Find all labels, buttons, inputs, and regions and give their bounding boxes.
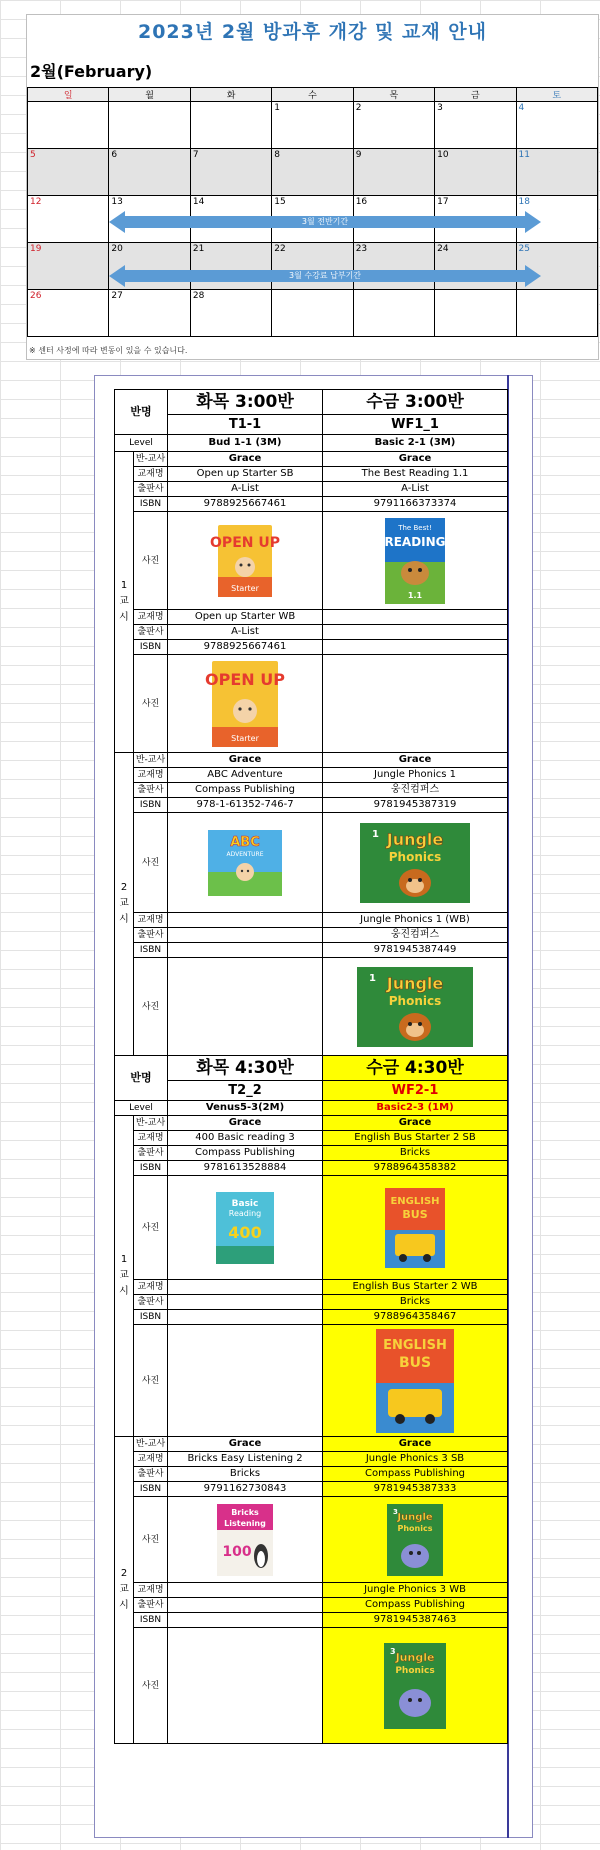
publisher-value	[168, 1295, 323, 1310]
day-cell: 20	[109, 243, 190, 290]
book-title: Open up Starter WB	[168, 610, 323, 625]
day-cell: 26	[28, 290, 109, 337]
weekday-sat: 토	[516, 88, 597, 102]
isbn-value	[168, 943, 323, 958]
publisher-value	[168, 1598, 323, 1613]
book-title: English Bus Starter 2 WB	[323, 1280, 508, 1295]
book-title: English Bus Starter 2 SB	[323, 1131, 508, 1146]
svg-text:ABC: ABC	[230, 834, 260, 850]
photo-label: 사진	[134, 512, 168, 610]
isbn-value: 9781945387333	[323, 1482, 508, 1497]
photo-label: 사진	[134, 813, 168, 913]
svg-text:1: 1	[372, 828, 379, 840]
svg-text:Listening: Listening	[224, 1518, 266, 1528]
abc-adventure-cover-image	[208, 830, 282, 896]
svg-text:Jungle: Jungle	[397, 1511, 433, 1523]
svg-text:ENGLISH: ENGLISH	[390, 1195, 440, 1207]
svg-text:BUS: BUS	[398, 1354, 432, 1371]
book-title: Jungle Phonics 1	[323, 768, 508, 783]
level-value: Basic2-3 (1M)	[323, 1101, 508, 1116]
weekday-fri: 금	[435, 88, 516, 102]
day-cell: 19	[28, 243, 109, 290]
book-cover-cell	[323, 1325, 508, 1437]
isbn-value: 9788964358382	[323, 1161, 508, 1176]
isbn-value: 9791166373374	[323, 497, 508, 512]
day-cell	[272, 290, 353, 337]
svg-text:100: 100	[222, 1543, 252, 1560]
publisher-value: 웅진컴퍼스	[323, 783, 508, 798]
isbn-label: ISBN	[134, 943, 168, 958]
teacher-label: 반-교사	[134, 1116, 168, 1131]
book-label: 교재명	[134, 467, 168, 482]
book-title	[168, 1583, 323, 1598]
publisher-label: 출판사	[134, 1467, 168, 1482]
class-code: WF2-1	[323, 1081, 508, 1101]
photo-label: 사진	[134, 958, 168, 1056]
svg-text:Bricks: Bricks	[231, 1507, 259, 1517]
day-cell: 25	[516, 243, 597, 290]
svg-text:ENGLISH: ENGLISH	[383, 1337, 447, 1353]
teacher-value: Grace	[323, 1116, 508, 1131]
book-title: 400 Basic reading 3	[168, 1131, 323, 1146]
svg-text:BUS: BUS	[402, 1207, 428, 1221]
page-title: 2023년 2월 방과후 개강 및 교재 안내	[137, 21, 488, 43]
teacher-value: Grace	[168, 1116, 323, 1131]
weekday-tue: 화	[190, 88, 271, 102]
svg-text:1.1: 1.1	[407, 590, 423, 600]
book-cover-cell	[168, 813, 323, 913]
isbn-value: 9788925667461	[168, 497, 323, 512]
day-cell: 1	[272, 102, 353, 149]
class-code: T1-1	[168, 415, 323, 435]
book-cover-cell	[323, 1497, 508, 1583]
book-title: Jungle Phonics 1 (WB)	[323, 913, 508, 928]
weekday-thu: 목	[353, 88, 434, 102]
book-label: 교재명	[134, 1280, 168, 1295]
teacher-label: 반-교사	[134, 1437, 168, 1452]
publisher-value: Bricks	[323, 1146, 508, 1161]
book-cover-cell	[168, 1176, 323, 1280]
open-up-wb-cover-image	[205, 661, 285, 747]
svg-text:OPEN UP: OPEN UP	[210, 534, 280, 551]
day-cell: 11	[516, 149, 597, 196]
day-cell	[109, 102, 190, 149]
day-cell: 21	[190, 243, 271, 290]
day-cell: 27	[109, 290, 190, 337]
svg-text:Phonics: Phonics	[388, 993, 442, 1008]
svg-text:Phonics: Phonics	[395, 1665, 435, 1676]
svg-text:The Best!: The Best!	[398, 523, 432, 532]
svg-text:READING: READING	[384, 534, 446, 549]
svg-text:400: 400	[228, 1222, 262, 1242]
class-code: WF1_1	[323, 415, 508, 435]
day-cell: 13	[109, 196, 190, 243]
photo-label: 사진	[134, 1628, 168, 1744]
svg-text:Jungle: Jungle	[395, 1650, 435, 1664]
basic-reading-400-cover-image	[216, 1192, 274, 1264]
book-cover-cell	[168, 1497, 323, 1583]
class-time: 수금 4:30반	[323, 1056, 508, 1081]
jungle-phonics-1-wb-cover-image	[357, 967, 473, 1047]
day-cell: 8	[272, 149, 353, 196]
day-cell: 10	[435, 149, 516, 196]
publisher-value: Bricks	[168, 1467, 323, 1482]
book-label: 교재명	[134, 913, 168, 928]
publisher-value: Compass Publishing	[323, 1467, 508, 1482]
class-time: 화목 3:00반	[168, 390, 323, 415]
photo-label: 사진	[134, 1325, 168, 1437]
isbn-value: 9781945387319	[323, 798, 508, 813]
book-label: 교재명	[134, 768, 168, 783]
day-cell	[435, 290, 516, 337]
teacher-value: Grace	[168, 452, 323, 467]
class-time: 수금 3:00반	[323, 390, 508, 415]
book-cover-cell	[323, 813, 508, 913]
svg-text:Jungle: Jungle	[386, 829, 444, 849]
svg-text:ADVENTURE: ADVENTURE	[226, 850, 264, 858]
english-bus-cover-image	[385, 1188, 445, 1268]
period-arrow-first-half	[109, 211, 541, 233]
publisher-value: Compass Publishing	[168, 1146, 323, 1161]
class-name-header: 반명	[115, 1056, 168, 1101]
day-cell: 3	[435, 102, 516, 149]
publisher-label: 출판사	[134, 625, 168, 640]
isbn-label: ISBN	[134, 640, 168, 655]
day-cell	[28, 102, 109, 149]
publisher-label: 출판사	[134, 482, 168, 497]
best-reading-cover-image	[385, 518, 445, 604]
svg-text:Phonics: Phonics	[397, 1523, 433, 1533]
day-cell	[190, 102, 271, 149]
publisher-value: 웅진컴퍼스	[323, 928, 508, 943]
photo-label: 사진	[134, 1497, 168, 1583]
day-cell: 24	[435, 243, 516, 290]
class-name-header: 반명	[115, 390, 168, 435]
isbn-value: 978-1-61352-746-7	[168, 798, 323, 813]
isbn-value: 9781613528884	[168, 1161, 323, 1176]
day-cell: 4	[516, 102, 597, 149]
day-cell: 6	[109, 149, 190, 196]
weekday-mon: 월	[109, 88, 190, 102]
svg-text:Reading: Reading	[228, 1208, 262, 1218]
empty-cover-cell	[168, 1628, 323, 1744]
publisher-value: A-List	[323, 482, 508, 497]
isbn-label: ISBN	[134, 1161, 168, 1176]
level-value: Venus5-3(2M)	[168, 1101, 323, 1116]
isbn-value	[168, 1613, 323, 1628]
isbn-label: ISBN	[134, 798, 168, 813]
day-cell: 17	[435, 196, 516, 243]
arrow-label: 3월 전반기간	[301, 217, 349, 226]
svg-text:Phonics: Phonics	[388, 849, 442, 864]
day-cell: 14	[190, 196, 271, 243]
class-code: T2_2	[168, 1081, 323, 1101]
level-value: Basic 2-1 (3M)	[323, 435, 508, 452]
book-title: Jungle Phonics 3 WB	[323, 1583, 508, 1598]
period-arrow-payment	[109, 265, 541, 287]
book-label: 교재명	[134, 1452, 168, 1467]
calendar-note: ※ 센터 사정에 따라 변동이 있을 수 있습니다.	[29, 346, 188, 355]
period-label: 2 교 시	[115, 753, 134, 1056]
teacher-value: Grace	[323, 1437, 508, 1452]
day-cell: 16	[353, 196, 434, 243]
day-cell: 28	[190, 290, 271, 337]
photo-label: 사진	[134, 655, 168, 753]
isbn-label: ISBN	[134, 1613, 168, 1628]
svg-text:3: 3	[393, 1507, 398, 1516]
day-cell: 12	[28, 196, 109, 243]
book-label: 교재명	[134, 1583, 168, 1598]
english-bus-wb-cover-image	[376, 1329, 454, 1433]
publisher-label: 출판사	[134, 1295, 168, 1310]
publisher-value	[323, 625, 508, 640]
publisher-value: A-List	[168, 625, 323, 640]
isbn-value	[168, 1310, 323, 1325]
day-cell	[353, 290, 434, 337]
book-title: The Best Reading 1.1	[323, 467, 508, 482]
book-title	[168, 1280, 323, 1295]
teacher-label: 반-교사	[134, 452, 168, 467]
jungle-phonics-3-wb-cover-image	[384, 1643, 446, 1729]
day-cell: 22	[272, 243, 353, 290]
svg-text:Starter: Starter	[231, 733, 259, 743]
book-title: Open up Starter SB	[168, 467, 323, 482]
empty-cover-cell	[323, 655, 508, 753]
month-title: 2월(February)	[30, 62, 153, 81]
teacher-value: Grace	[168, 753, 323, 768]
publisher-label: 출판사	[134, 783, 168, 798]
isbn-label: ISBN	[134, 1482, 168, 1497]
book-title: ABC Adventure	[168, 768, 323, 783]
publisher-label: 출판사	[134, 1146, 168, 1161]
book-title: Bricks Easy Listening 2	[168, 1452, 323, 1467]
jungle-phonics-3-cover-image	[387, 1504, 443, 1576]
isbn-value: 9791162730843	[168, 1482, 323, 1497]
svg-text:Starter: Starter	[231, 583, 259, 593]
book-cover-cell	[168, 512, 323, 610]
arrow-label: 3월 수강료 납부기간	[289, 271, 361, 280]
svg-text:1: 1	[369, 972, 376, 984]
publisher-value: Compass Publishing	[168, 783, 323, 798]
class-time: 화목 4:30반	[168, 1056, 323, 1081]
publisher-value: Compass Publishing	[323, 1598, 508, 1613]
isbn-label: ISBN	[134, 497, 168, 512]
day-cell: 7	[190, 149, 271, 196]
photo-label: 사진	[134, 1176, 168, 1280]
book-cover-cell	[323, 1176, 508, 1280]
publisher-value	[168, 928, 323, 943]
day-cell	[516, 290, 597, 337]
isbn-value: 9788964358467	[323, 1310, 508, 1325]
svg-text:Jungle: Jungle	[386, 973, 444, 993]
svg-text:3: 3	[390, 1646, 396, 1656]
level-label: Level	[115, 435, 168, 452]
teacher-value: Grace	[323, 753, 508, 768]
publisher-label: 출판사	[134, 928, 168, 943]
period-label: 2 교 시	[115, 1437, 134, 1744]
publisher-value: Bricks	[323, 1295, 508, 1310]
period-label: 1 교 시	[115, 1116, 134, 1437]
book-cover-cell	[323, 512, 508, 610]
book-table	[114, 389, 508, 1744]
level-label: Level	[115, 1101, 168, 1116]
jungle-phonics-1-cover-image	[360, 823, 470, 903]
day-cell: 5	[28, 149, 109, 196]
teacher-value: Grace	[323, 452, 508, 467]
period-label: 1 교 시	[115, 452, 134, 753]
book-title	[323, 610, 508, 625]
teacher-label: 반-교사	[134, 753, 168, 768]
open-up-cover-image	[210, 525, 280, 597]
weekday-sun: 일	[28, 88, 109, 102]
calendar	[26, 14, 599, 360]
day-cell: 18	[516, 196, 597, 243]
isbn-value	[323, 640, 508, 655]
book-cover-cell	[168, 655, 323, 753]
publisher-label: 출판사	[134, 1598, 168, 1613]
teacher-value: Grace	[168, 1437, 323, 1452]
isbn-label: ISBN	[134, 1310, 168, 1325]
empty-cover-cell	[168, 958, 323, 1056]
book-cover-cell	[323, 958, 508, 1056]
publisher-value: A-List	[168, 482, 323, 497]
book-title	[168, 913, 323, 928]
isbn-value: 9781945387463	[323, 1613, 508, 1628]
book-label: 교재명	[134, 610, 168, 625]
svg-text:OPEN UP: OPEN UP	[205, 669, 285, 689]
book-title: Jungle Phonics 3 SB	[323, 1452, 508, 1467]
day-cell: 23	[353, 243, 434, 290]
svg-text:Basic: Basic	[231, 1198, 259, 1209]
empty-cover-cell	[168, 1325, 323, 1437]
isbn-value: 9788925667461	[168, 640, 323, 655]
weekday-wed: 수	[272, 88, 353, 102]
day-cell: 9	[353, 149, 434, 196]
bricks-listening-cover-image	[217, 1504, 273, 1576]
book-label: 교재명	[134, 1131, 168, 1146]
isbn-value: 9781945387449	[323, 943, 508, 958]
day-cell: 15	[272, 196, 353, 243]
book-cover-cell	[323, 1628, 508, 1744]
day-cell: 2	[353, 102, 434, 149]
level-value: Bud 1-1 (3M)	[168, 435, 323, 452]
